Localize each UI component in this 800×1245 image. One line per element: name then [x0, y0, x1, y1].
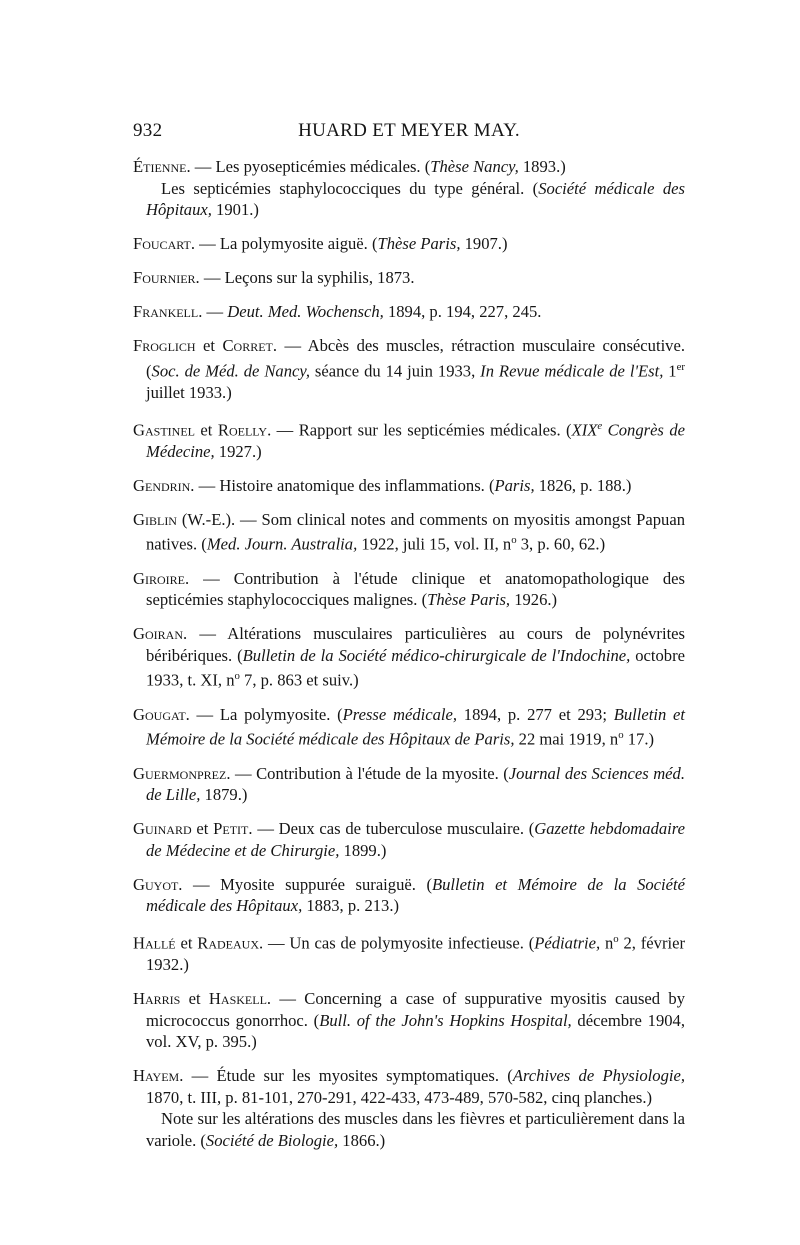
- entry-author: Foucart.: [133, 234, 195, 253]
- entry-text: — Histoire anatomique des inflammations. (: [194, 475, 495, 495]
- entry-text: 1894, p. 277 et 293;: [457, 704, 614, 724]
- entry-author: Étienne.: [133, 157, 191, 176]
- entry-author: Gougat.: [133, 704, 190, 724]
- entry-text: er: [676, 360, 685, 373]
- entry-text: 1826, p. 188.): [534, 475, 632, 495]
- citation-source: In Revue médicale de l'Est,: [480, 361, 664, 381]
- entry-author: Gastinel: [133, 420, 195, 440]
- citation-source: Société médicale des Hôpitaux,: [146, 178, 685, 219]
- entry-text: — Contribution à l'étude de la myosite. (: [230, 763, 509, 783]
- entry-text: Les septicémies staphylococciques du type général. (: [161, 178, 539, 198]
- entry-text: — Rapport sur les septicémies médicales. (: [271, 420, 572, 440]
- entry-author: Harris: [133, 989, 181, 1009]
- author-joiner: et: [195, 336, 223, 355]
- entry-author: Giroire.: [133, 568, 190, 588]
- entry-text: 1: [663, 361, 677, 381]
- entry-text: 3, p. 60, 62.): [516, 534, 606, 554]
- bibliography-list: [133, 156, 685, 1164]
- citation-source: Archives de Physiologie,: [512, 1066, 685, 1086]
- bibliography-entry: [133, 568, 685, 611]
- entry-text: — Myosite suppurée suraiguë. (: [182, 874, 432, 894]
- entry-text: 1926.): [510, 590, 558, 610]
- entry-text: décembre 1904, vol. XV, p. 395.): [146, 1010, 685, 1052]
- entry-continuation: [133, 178, 685, 221]
- entry-text: 1907.): [460, 234, 508, 253]
- entry-text: o: [511, 534, 517, 547]
- entry-author: Frankell.: [133, 302, 203, 321]
- citation-source: Bulletin de la Société médico-chirurgicale de l'Indochine,: [242, 645, 631, 665]
- bibliography-entry: [133, 988, 685, 1053]
- entry-text: — La polymyosite aiguë. (: [195, 234, 378, 253]
- citation-source: Bulletin et Mémoire de la Société médicale des Hôpitaux,: [146, 874, 685, 916]
- citation-source: Bull. of the John's Hopkins Hospital,: [319, 1010, 572, 1030]
- entry-text: 22 mai 1919, n: [514, 729, 619, 749]
- entry-coauthor: Haskell.: [208, 989, 272, 1009]
- citation-source: e: [597, 419, 603, 432]
- entry-text: o: [618, 729, 624, 742]
- bibliography-entry: [133, 156, 685, 178]
- citation-source: Société de Biologie,: [205, 1130, 339, 1150]
- entry-author: Goiran.: [133, 624, 188, 644]
- entry-coauthor: Roelly.: [217, 420, 272, 440]
- entry-text: 1894, p. 194, 227, 245.: [383, 302, 542, 321]
- entry-continuation: [133, 1108, 685, 1151]
- entry-text: 1883, p. 213.): [302, 896, 400, 916]
- entry-text: — Altérations musculaires particulières au cours de polynévrites béribériques. (: [146, 624, 685, 665]
- bibliography-entry: [133, 267, 685, 289]
- citation-source: Presse médicale,: [342, 704, 458, 724]
- entry-coauthor: Corret.: [222, 336, 278, 355]
- entry-author: Hallé: [133, 933, 176, 953]
- running-title: HUARD ET MEYER MAY.: [298, 120, 520, 141]
- entry-text: 1879.): [200, 785, 248, 805]
- citation-source: Gazette hebdomadaire de Médecine et de Chirurgie,: [146, 819, 685, 860]
- entry-coauthor: Radeaux.: [197, 933, 264, 953]
- bibliography-entry: [133, 475, 685, 497]
- entry-text: Note sur les altérations des muscles dans les fièvres et particulièrement dans la variole. (: [146, 1109, 685, 1150]
- bibliography-entry: [133, 704, 685, 751]
- entry-text: 1899.): [339, 840, 387, 860]
- page-number: 932: [133, 120, 163, 141]
- entry-coauthor: Petit.: [213, 819, 253, 839]
- citation-source: Med. Journ. Australia,: [206, 534, 358, 554]
- citation-source: Congrès de Médecine,: [146, 420, 686, 461]
- entry-text: 1927.): [214, 441, 262, 461]
- bibliography-entry: [133, 623, 685, 691]
- bibliography-entry: [133, 1065, 685, 1108]
- author-joiner: et: [175, 933, 198, 953]
- entry-text: (W.-E.). — Som clinical notes and comments on myositis amongst Papuan natives. (: [146, 509, 685, 554]
- entry-text: 1922, juli 15, vol. II, n: [357, 534, 512, 554]
- author-joiner: et: [180, 989, 209, 1009]
- citation-source: Journal des Sciences méd. de Lille,: [146, 763, 685, 805]
- citation-source: Deut. Med. Wochensch,: [227, 302, 384, 321]
- citation-source: Thèse Nancy,: [430, 157, 519, 176]
- citation-source: Paris,: [494, 475, 535, 495]
- citation-source: Thèse Paris,: [377, 234, 461, 253]
- entry-text: 7, p. 863 et suiv.): [239, 670, 359, 690]
- entry-author: Gendrin.: [133, 475, 195, 495]
- entry-text: o: [613, 933, 619, 946]
- entry-text: 17.): [623, 729, 655, 749]
- entry-text: 1901.): [211, 200, 259, 219]
- entry-text: octobre 1933, t. XI, n: [146, 645, 685, 690]
- bibliography-entry: [133, 763, 685, 806]
- entry-text: —: [202, 302, 228, 321]
- bibliography-entry: [133, 874, 685, 917]
- entry-text: — La polymyosite. (: [189, 704, 343, 724]
- entry-author: Guermonprez.: [133, 763, 231, 783]
- entry-author: Guinard: [133, 819, 192, 839]
- entry-text: 2, février 1932.): [146, 933, 685, 975]
- entry-author: Guyot.: [133, 874, 183, 894]
- bibliography-entry: [133, 509, 685, 556]
- entry-text: — Leçons sur la syphilis, 1873.: [199, 268, 415, 287]
- bibliography-entry: [133, 929, 685, 976]
- entry-text: séance du 14 juin 1933,: [309, 361, 481, 381]
- bibliography-entry: [133, 233, 685, 255]
- entry-text: — Deux cas de tuberculose musculaire. (: [252, 819, 535, 839]
- entry-author: Giblin: [133, 509, 177, 529]
- citation-source: XIX: [571, 420, 598, 440]
- entry-text: 1893.): [518, 157, 566, 176]
- entry-author: Froglich: [133, 336, 196, 355]
- entry-text: 1866.): [338, 1130, 386, 1150]
- entry-text: — Un cas de polymyosite infectieuse. (: [263, 933, 535, 953]
- entry-text: n: [600, 933, 614, 953]
- bibliography-entry: [133, 818, 685, 861]
- entry-text: — Abcès des muscles, rétraction musculaire consécutive. (: [146, 336, 685, 381]
- citation-source: Pédiatrie,: [534, 933, 601, 953]
- bibliography-entry: [133, 301, 685, 323]
- citation-source: Soc. de Méd. de Nancy,: [151, 361, 310, 381]
- entry-text: o: [234, 670, 240, 683]
- entry-text: — Les pyosepticémies médicales. (: [190, 157, 431, 176]
- entry-text: — Contribution à l'étude clinique et anatomopathologique des septicémies staphylococciques malignes. (: [146, 568, 685, 610]
- citation-source: Bulletin et Mémoire de la Société médicale des Hôpitaux de Paris,: [146, 704, 685, 749]
- bibliography-entry: [133, 416, 685, 463]
- author-joiner: et: [191, 819, 214, 839]
- entry-text: 1870, t. III, p. 81-101, 270-291, 422-433, 473-489, 570-582, cinq planches.): [146, 1087, 653, 1107]
- bibliography-entry: [133, 335, 685, 403]
- author-joiner: et: [194, 420, 218, 440]
- entry-text: — Étude sur les myosites symptomatiques. (: [183, 1066, 513, 1086]
- entry-text: — Concerning a case of suppurative myositis caused by micrococcus gonorrhoc. (: [146, 989, 685, 1030]
- citation-source: Thèse Paris,: [427, 590, 511, 610]
- entry-author: Fournier.: [133, 268, 200, 287]
- entry-author: Hayem.: [133, 1066, 184, 1086]
- entry-text: juillet 1933.): [146, 382, 232, 402]
